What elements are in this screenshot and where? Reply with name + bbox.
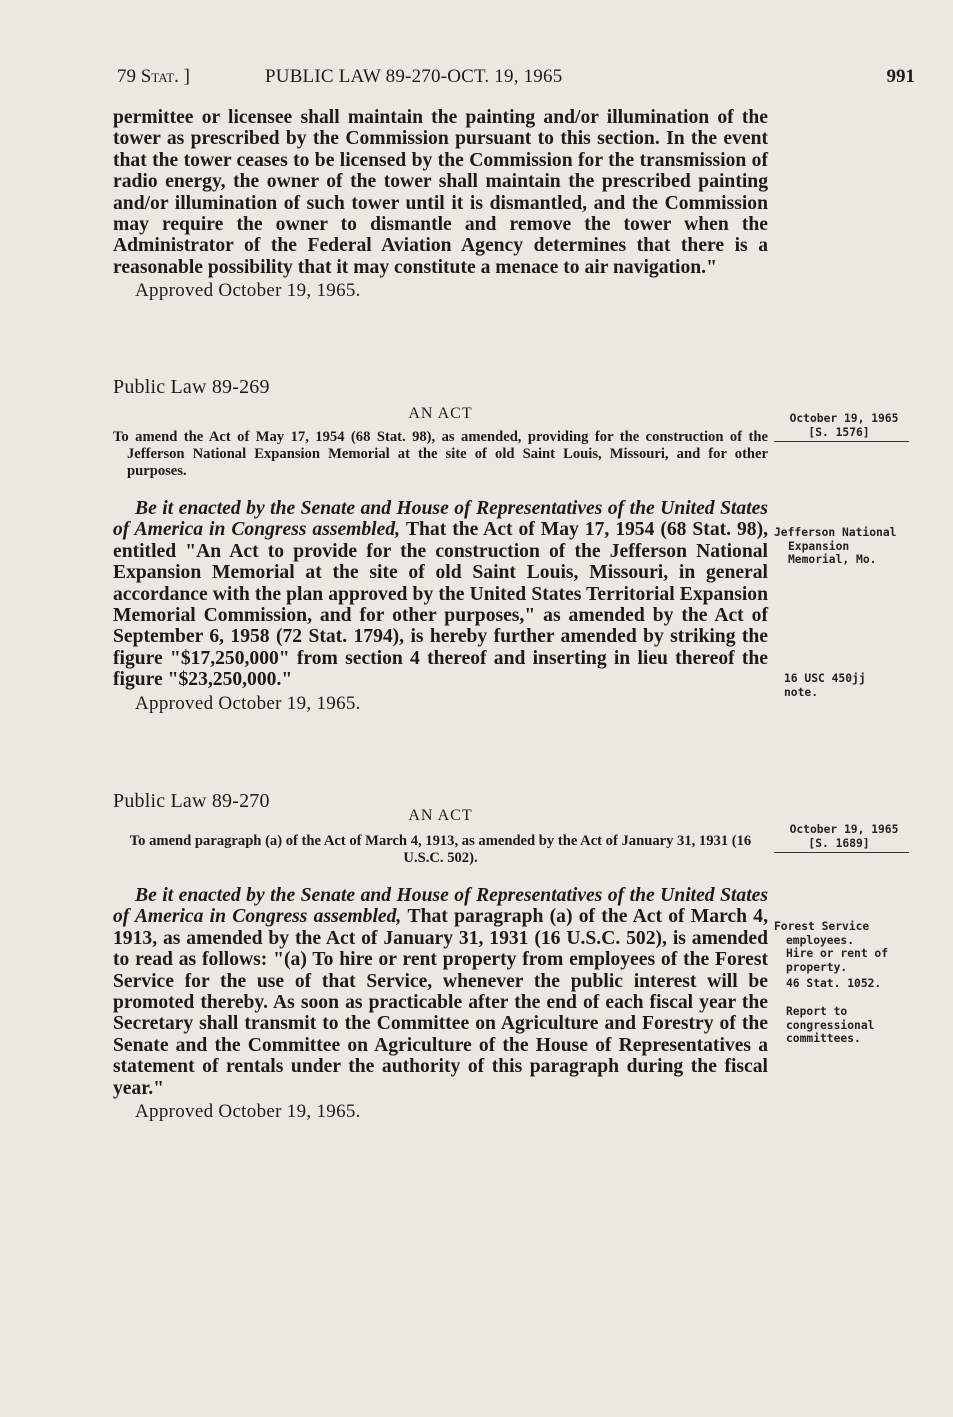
act-title: To amend paragraph (a) of the Act of March 4, 1913, as amended by the Act of January 31, 1931 (16 U.S.C. 502).	[129, 833, 752, 866]
margin-note-subject-269	[774, 526, 904, 567]
margin-subject: Jefferson National Expansion Memorial, Mo.	[774, 526, 897, 566]
an-act-label: AN ACT	[408, 405, 473, 422]
an-act-label: AN ACT	[408, 807, 473, 824]
margin-bill-number: [S. 1689]	[808, 836, 870, 850]
law-heading: Public Law 89-270	[113, 790, 270, 812]
margin-note-dates-269	[774, 412, 914, 442]
margin-subject-detail: Hire or rent of property.	[786, 947, 889, 974]
margin-citation: 16 USC 450jj note.	[784, 672, 866, 699]
enacting-clause: Be it enacted by the Senate and House of Representatives of the United States of America in Congress assembled,	[113, 498, 768, 541]
act-text: That paragraph (a) of the Act of March 4, 1913, as amended by the Act of January 31, 1931 (16 U.S.C. 502), is amended to read as follows: "(a) To hire or rent property from employees of the Forest Service for the use of that Service, whenever the public interest will be promoted thereby. As soon as practicable after the end of each fiscal year the Secretary shall transmit to the Committee on Agriculture and Forestry of the Senate and the Committee on Agriculture of the House of Representatives a statement of rentals under the authority of this paragraph during the fiscal year."	[113, 906, 768, 1099]
margin-citation: 46 Stat. 1052.	[786, 977, 882, 990]
public-law-89-270	[113, 790, 768, 1122]
margin-note-dates-270	[774, 823, 914, 853]
margin-rule	[774, 441, 909, 442]
margin-subject: Forest Service employees.	[774, 920, 870, 947]
margin-date: October 19, 1965	[789, 412, 899, 425]
header-title: PUBLIC LAW 89-270-OCT. 19, 1965	[265, 66, 563, 87]
law-heading: Public Law 89-269	[113, 376, 270, 398]
public-law-89-269	[113, 376, 768, 714]
margin-date: October 19, 1965	[789, 823, 899, 836]
page-number: 991	[886, 66, 915, 87]
act-text: That the Act of May 17, 1954 (68 Stat. 98), entitled "An Act to provide for the construction of the Jefferson National Expansion Memorial at the site of old Saint Louis, Missouri, in general accordance with the plan approved by the United States Territorial Expansion Memorial Commission, and for other purposes," as amended by the Act of September 6, 1958 (72 Stat. 1794), is hereby further amended by striking the figure "$17,250,000" from section 4 thereof and inserting in lieu thereof the figure "$23,250,000."	[113, 519, 768, 691]
approval-date: Approved October 19, 1965.	[135, 280, 361, 302]
margin-note-cite-269	[774, 672, 894, 699]
margin-note-subject-270	[774, 920, 902, 991]
margin-note-report-270	[774, 1005, 892, 1046]
continuation-section	[113, 107, 768, 301]
enacting-clause: Be it enacted by the Senate and House of Representatives of the United States of America in Congress assembled,	[113, 885, 768, 928]
approval-date: Approved October 19, 1965.	[135, 692, 361, 714]
act-body	[113, 885, 768, 1099]
act-title: To amend the Act of May 17, 1954 (68 Stat. 98), as amended, providing for the construction of the Jefferson National Expansion Memorial at the site of old Saint Louis, Missouri, and for other purposes.	[113, 429, 768, 479]
margin-bill-number: [S. 1576]	[808, 425, 870, 439]
volume-citation: 79 Stat. ]	[117, 66, 190, 87]
margin-rule	[774, 852, 909, 853]
act-body	[113, 498, 768, 691]
continuation-text: permittee or licensee shall maintain the painting and/or illumination of the tower as prescribed by the Commission pursuant to this section. In the event that the tower ceases to be licensed by the Commission for the transmission of radio energy, the owner of the tower shall maintain the prescribed painting and/or illumination of such tower until it is dismantled, and the Commission may require the owner to dismantle and remove the tower when the Administrator of the Federal Aviation Agency determines that there is a reasonable possibility that it may constitute a menace to air navigation."	[113, 107, 768, 278]
running-header	[117, 66, 915, 92]
margin-report-note: Report to congressional committees.	[786, 1005, 875, 1045]
approval-date: Approved October 19, 1965.	[135, 1101, 361, 1123]
